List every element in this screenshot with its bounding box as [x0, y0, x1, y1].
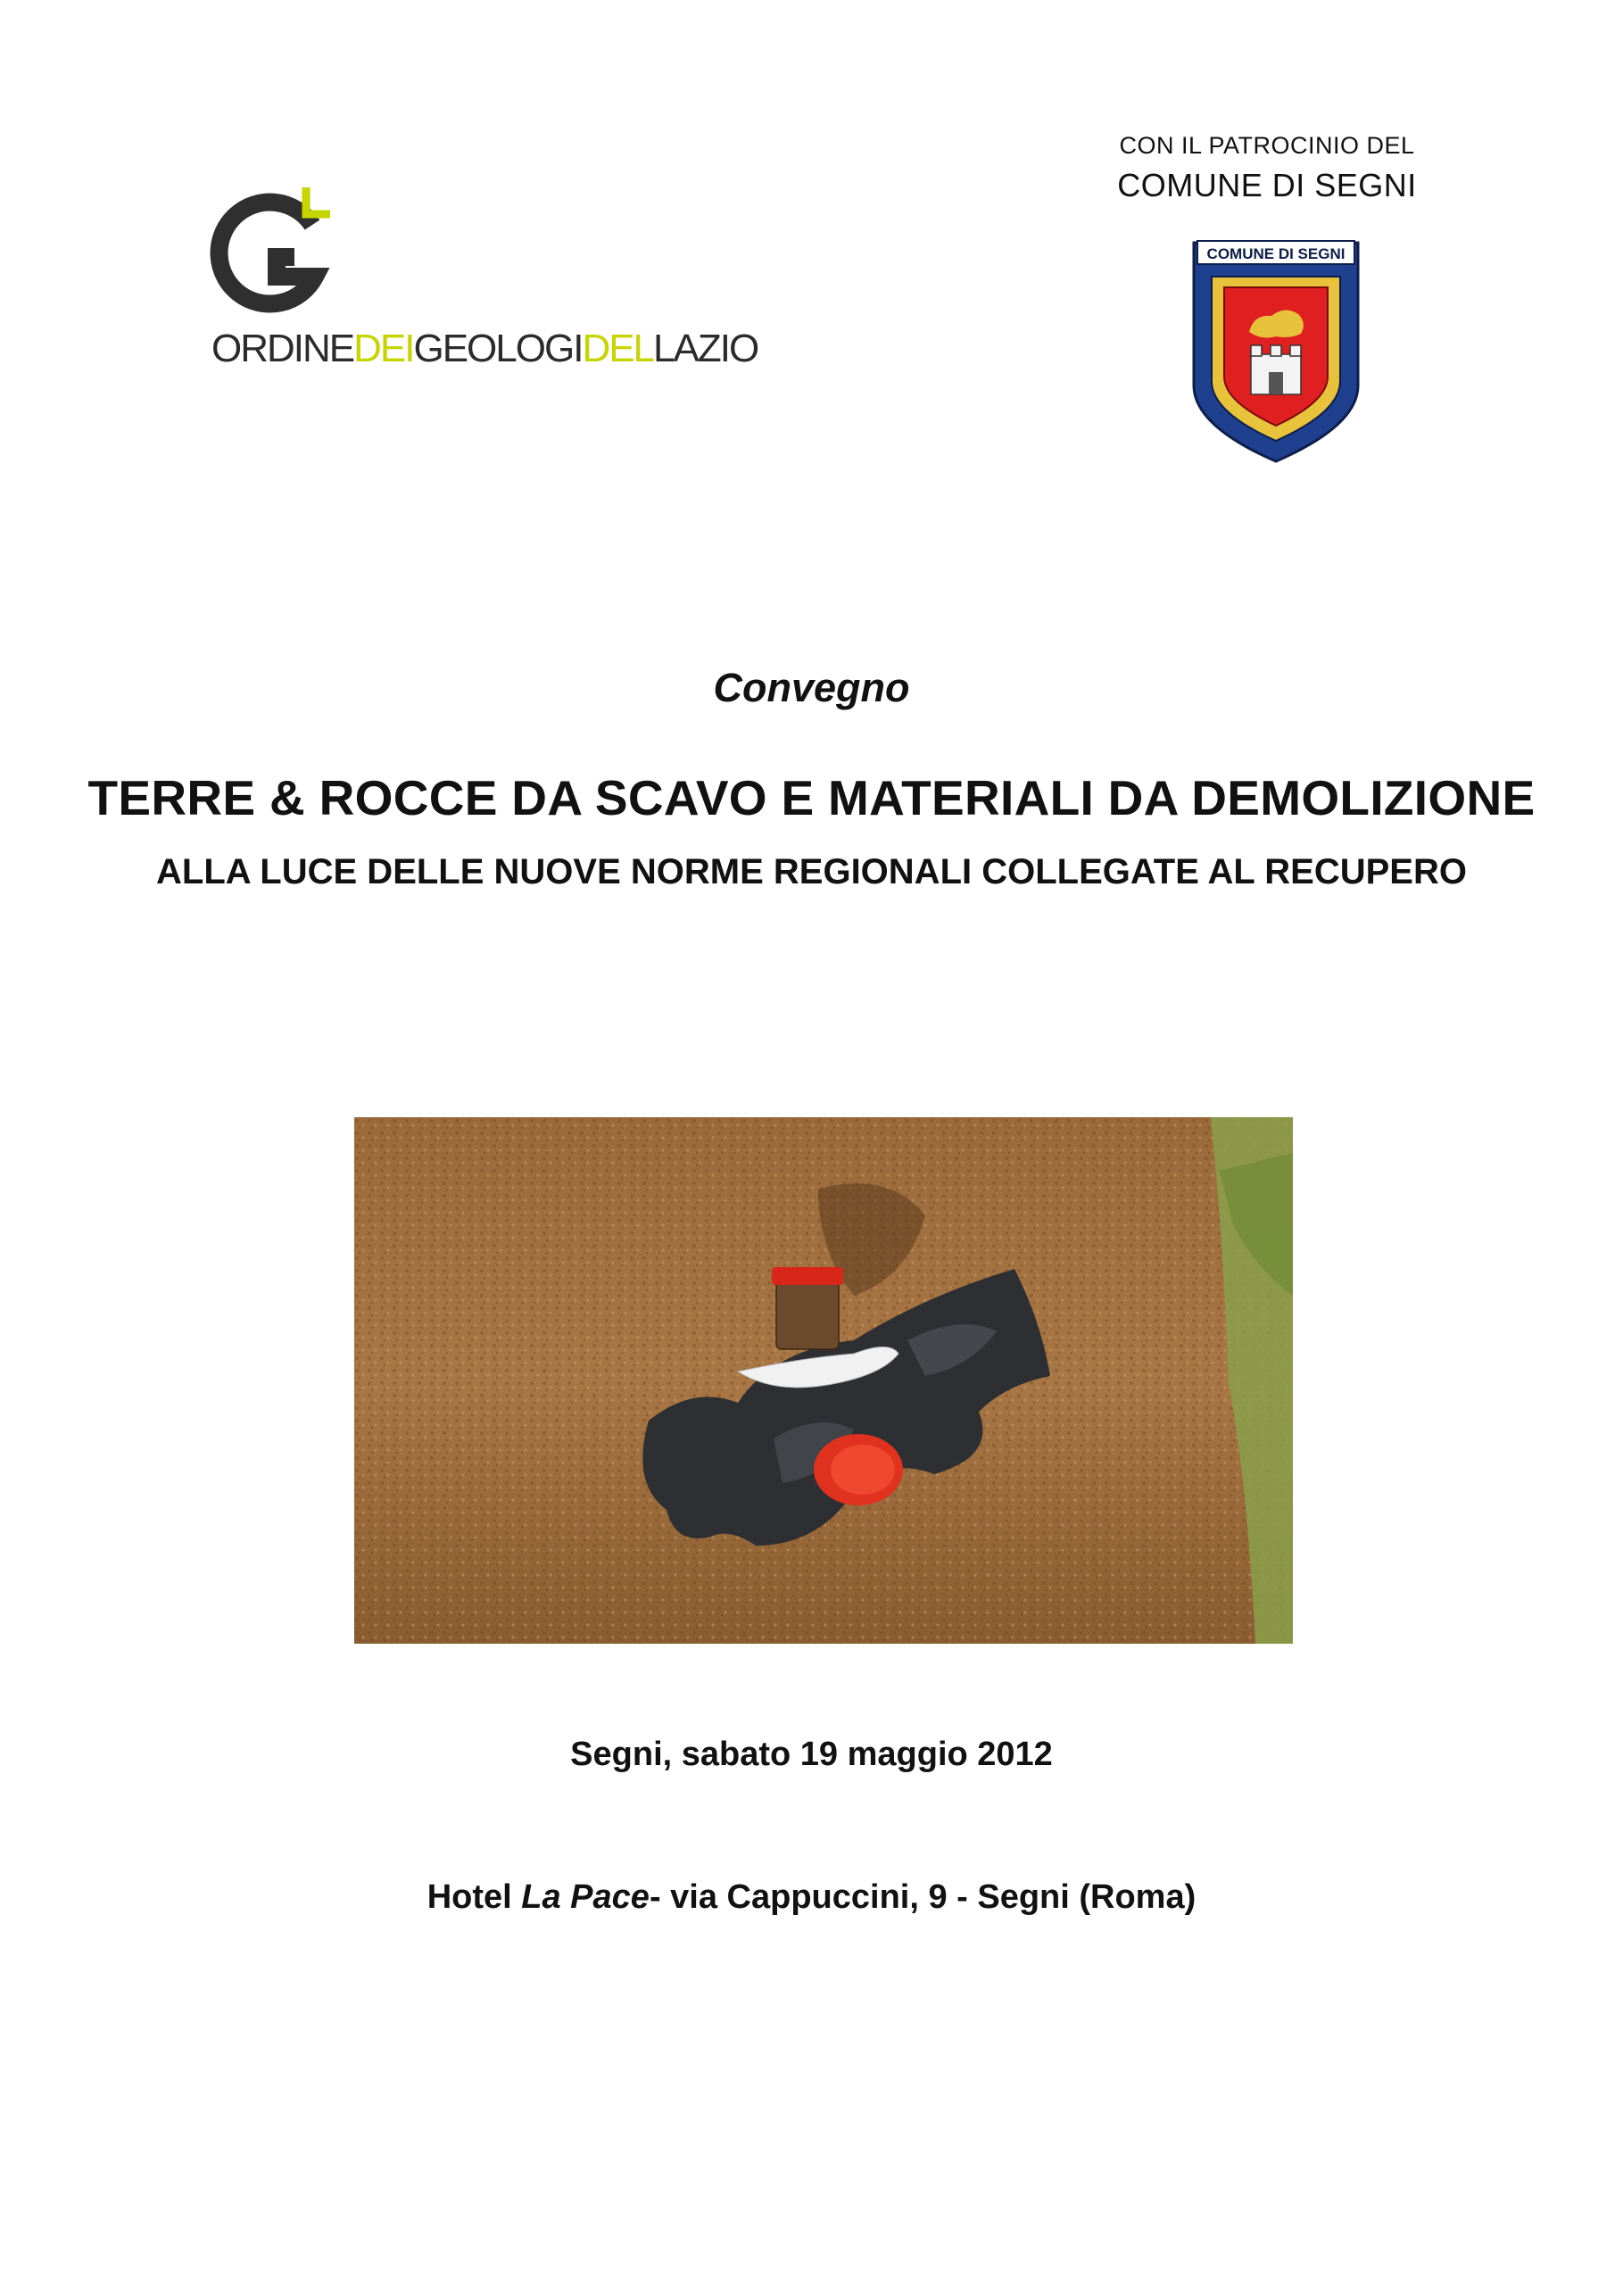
patronage-line1: CON IL PATROCINIO DEL [1119, 132, 1415, 159]
svg-text:COMUNE DI SEGNI: COMUNE DI SEGNI [1206, 245, 1346, 262]
main-title: TERRE & ROCCE DA SCAVO E MATERIALI DA DEMOLIZIONE [87, 770, 1536, 825]
venue-prefix: Hotel [426, 1878, 522, 1916]
soil-sample-photo [354, 1117, 1293, 1644]
patronage-line2: COMUNE DI SEGNI [1117, 167, 1417, 203]
ogl-wordmark: ORDINEDEIGEOLOGIDELLAZIO [211, 327, 758, 370]
ogl-logo [201, 178, 758, 384]
event-date: Segni, sabato 19 maggio 2012 [570, 1736, 1053, 1773]
ogl-g-logo-icon [201, 178, 335, 321]
soil-sample-photo-icon [354, 1117, 1293, 1644]
patronage-block [1097, 132, 1437, 204]
venue-name: La Pace [521, 1878, 650, 1916]
event-type-label: Convegno [713, 665, 910, 710]
event-venue [0, 1878, 1623, 1917]
venue-address: - via Cappuccini, 9 - Segni (Roma) [649, 1878, 1197, 1916]
comune-di-segni-crest-icon [1187, 234, 1365, 466]
sub-title: ALLA LUCE DELLE NUOVE NORME REGIONALI COLLEGATE AL RECUPERO [156, 852, 1467, 891]
